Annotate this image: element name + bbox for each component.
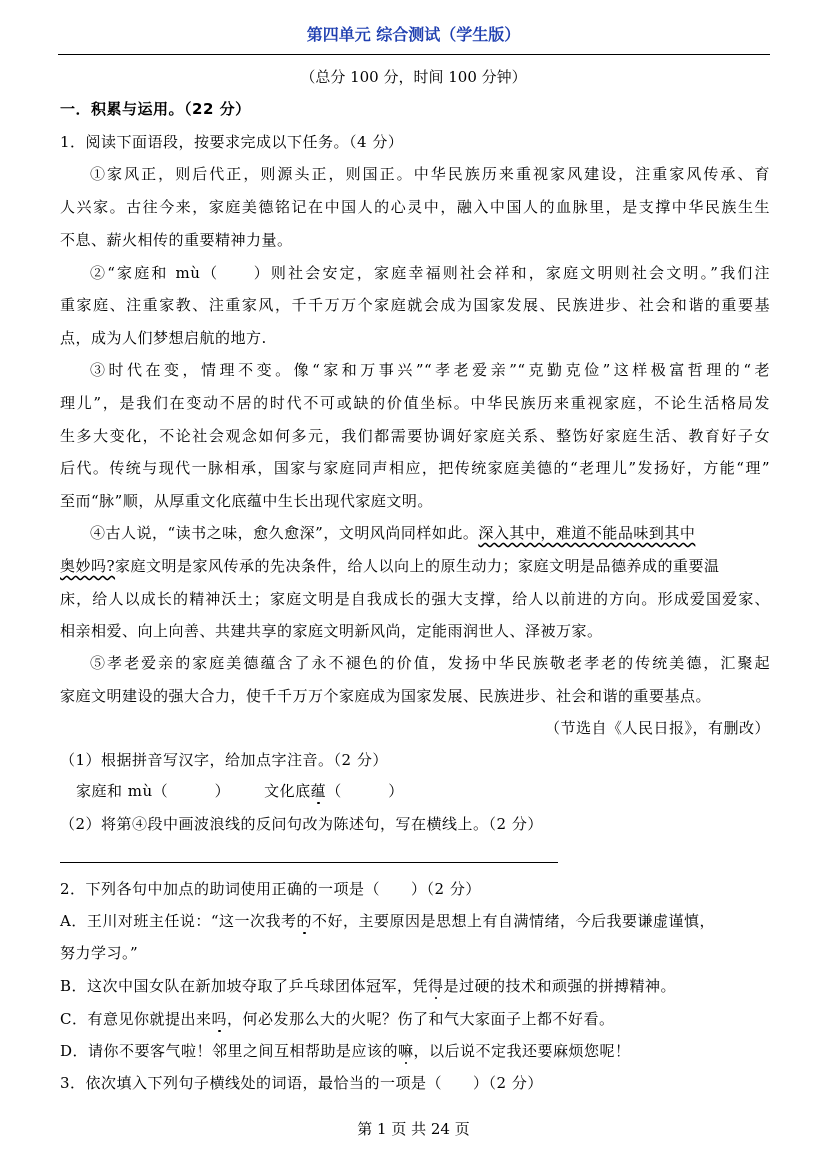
dotted-char: 吗 (211, 1010, 227, 1028)
option-d (60, 1040, 770, 1061)
passage-p1-line1: ①家风正，则后代正，则源头正，则国正。中华民族历来重视家风建设，注重家风传承、育 (90, 165, 770, 183)
passage-p4-line4: 相亲相爱、向上向善、共建共享的家庭文明新风尚，定能雨润世人、泽被万家。 (60, 622, 603, 640)
passage-p4-line3: 床，给人以成长的精神沃土；家庭文明是自我成长的强大支撑，给人以前进的方向。形成爱国爱家、 (60, 590, 770, 608)
option-b-text: 是过硬的技术和顽强的拼搏精神。 (443, 977, 677, 995)
annotation-blank-prefix: 文化底 (264, 782, 311, 800)
option-d-text: D．请你不要客气啦！邻里之间互相帮助是应该的 (60, 1042, 399, 1060)
passage-p3-line3: 生多大变化，不论社会观念如何多元，我们都需要协调好家庭关系、整饬好家庭生活、教育好子女 (60, 427, 770, 445)
passage-p3-line5: 至而“脉”顺，从厚重文化底蕴中生长出现代家庭文明。 (60, 492, 433, 510)
option-c (60, 1008, 770, 1029)
title-divider (58, 54, 770, 55)
passage-p2-line1: ②“家庭和 mù（ ）则社会安定，家庭幸福则社会祥和，家庭文明则社会文明。”我们注 (90, 264, 770, 282)
passage-p5-line2: 家庭文明建设的强大合力，使千千万万个家庭成为国家发展、民族进步、社会和谐的重要基点。 (60, 687, 712, 705)
pinyin-blank: 家庭和 mù（ ） (76, 782, 231, 800)
subquestion-1-items (76, 780, 766, 801)
option-d-text: ，以后说不定我还要麻烦您呢！ (413, 1042, 631, 1060)
passage-p2-line3: 点，成为人们梦想启航的地方. (60, 329, 267, 347)
option-c-text: ，何必发那么大的火呢？伤了和气大家面子上都不好看。 (227, 1010, 615, 1028)
passage-p1-line2: 人兴家。古往今来，家庭美德铭记在中国人的心灵中，融入中国人的血脉里，是支撑中华民族生生 (60, 198, 770, 216)
passage-p4-line2 (60, 555, 770, 576)
wavy-underlined-question-end: 奥妙吗? (60, 557, 116, 575)
passage-p3-line1: ③时代在变，情理不变。像“家和万事兴”“孝老爱亲”“克勤克俭”这样极富哲理的“老 (90, 361, 770, 379)
answer-line (60, 862, 558, 863)
passage-p4-text: 家庭文明是家风传承的先决条件，给人以向上的原生动力；家庭文明是品德养成的重要温 (115, 557, 720, 575)
option-a-text: A．王川对班主任说：“这一次我考 (60, 912, 297, 930)
dotted-char: 蕴 (310, 782, 327, 800)
annotation-blank: （ ） (326, 782, 404, 800)
passage-p4-text: ④古人说，“读书之味，愈久愈深”，文明风尚同样如此。 (90, 524, 479, 542)
option-b-text: B．这次中国女队在新加坡夺取了乒乓球团体冠军，凭 (60, 977, 429, 995)
option-c-text: C．有意见你就提出来 (60, 1010, 212, 1028)
question-2-stem: 2．下列各句中加点的助词使用正确的一项是（ ）（2 分） (60, 880, 481, 898)
wavy-underlined-question: 深入其中，难道不能品味到其中 (478, 524, 696, 542)
option-a-line2: 努力学习。” (60, 944, 139, 962)
dotted-char: 的 (296, 912, 313, 930)
option-a-line1 (60, 910, 770, 931)
section-heading: 一．积累与运用。（22 分） (60, 100, 251, 118)
passage-p5-line1: ⑤孝老爱亲的家庭美德蕴含了永不褪色的价值，发扬中华民族敬老孝老的传统美德，汇聚起 (90, 654, 770, 672)
page-number: 第 1 页 共 24 页 (357, 1120, 470, 1138)
passage-p1-line3: 不息、薪火相传的重要精神力量。 (60, 231, 293, 249)
passage-p3-line2: 理儿”，是我们在变动不居的时代不可或缺的价值坐标。中华民族历来重视家庭，不论生活格局发 (60, 394, 770, 412)
passage-p4-line1 (90, 522, 770, 543)
subquestion-1: （1）根据拼音写汉字，给加点字注音。（2 分） (60, 751, 388, 769)
dotted-char: 嘛 (398, 1042, 414, 1060)
page-title: 第四单元 综合测试（学生版） (306, 25, 521, 44)
exam-meta: （总分 100 分，时间 100 分钟） (300, 68, 527, 86)
passage-source: （节选自《人民日报》，有删改） (544, 719, 770, 737)
passage-p2-line2: 重家庭、注重家教、注重家风，千千万万个家庭就会成为国家发展、民族进步、社会和谐的重要基 (60, 296, 770, 314)
question-1-stem: 1．阅读下面语段，按要求完成以下任务。（4 分） (60, 133, 404, 151)
option-a-text: 不好，主要原因是思想上有自满情绪，今后我要谦虚谨慎， (312, 912, 716, 930)
dotted-char: 得 (428, 977, 444, 995)
option-b (60, 975, 770, 996)
question-3-stem: 3．依次填入下列句子横线处的词语，最恰当的一项是（ ）（2 分） (60, 1074, 543, 1092)
subquestion-2: （2）将第④段中画波浪线的反问句改为陈述句，写在横线上。（2 分） (60, 815, 543, 833)
passage-p3-line4: 后代。传统与现代一脉相承，国家与家庭同声相应，把传统家庭美德的“老理儿”发扬好，方能“理” (60, 459, 770, 477)
